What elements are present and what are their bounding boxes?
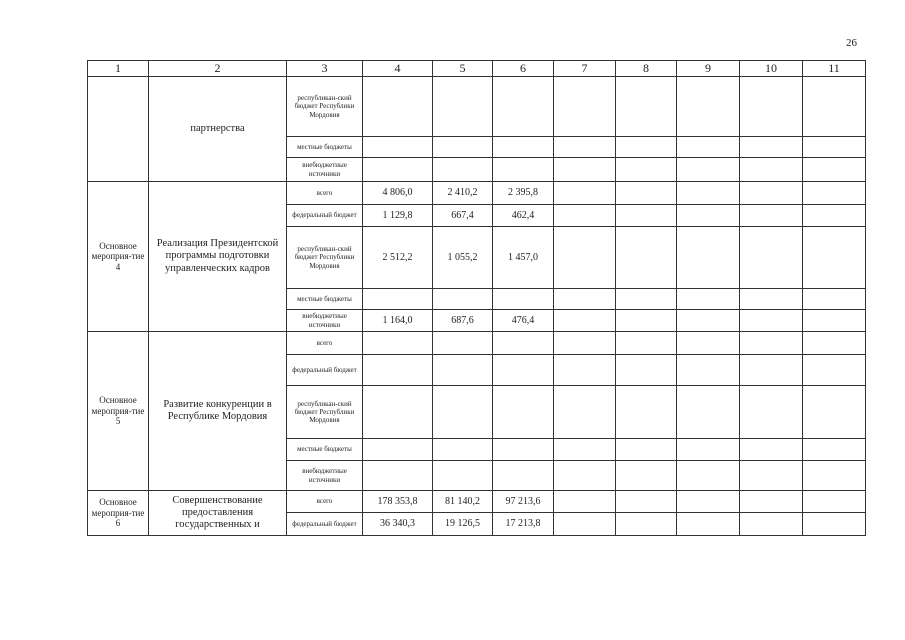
col-header: 5: [433, 61, 493, 77]
col-header: 4: [363, 61, 433, 77]
value-col6: [493, 461, 554, 491]
value-col5: [433, 386, 493, 439]
table-row: [88, 491, 866, 513]
col-header: 3: [287, 61, 363, 77]
col-header: 6: [493, 61, 554, 77]
value-col6: 2 395,8: [493, 182, 554, 205]
col-header: 2: [149, 61, 287, 77]
value-col5: [433, 77, 493, 137]
funding-source: всего: [287, 182, 363, 205]
value-col6: 17 213,8: [493, 513, 554, 536]
funding-source: республикан-ский бюджет Республики Мордовия: [287, 386, 363, 439]
value-col4: [363, 439, 433, 461]
funding-source: местные бюджеты: [287, 137, 363, 158]
col-header: 9: [677, 61, 740, 77]
program-finance-table: [87, 60, 866, 536]
col-header: 1: [88, 61, 149, 77]
value-col6: [493, 158, 554, 182]
event-label: [88, 77, 149, 182]
table-row: [88, 332, 866, 355]
value-col4: [363, 355, 433, 386]
funding-source: внебюджетные источники: [287, 310, 363, 332]
value-col4: [363, 332, 433, 355]
value-col6: [493, 137, 554, 158]
col-header: 10: [740, 61, 803, 77]
value-col5: 81 140,2: [433, 491, 493, 513]
value-col6: [493, 439, 554, 461]
value-col4: [363, 137, 433, 158]
value-col5: 2 410,2: [433, 182, 493, 205]
value-col6: [493, 355, 554, 386]
page-number: 26: [846, 37, 857, 49]
col-header: 7: [554, 61, 616, 77]
value-col4: [363, 77, 433, 137]
value-col6: [493, 289, 554, 310]
funding-source: федеральный бюджет: [287, 205, 363, 227]
value-col5: 1 055,2: [433, 227, 493, 289]
event-name: партнерства: [149, 77, 287, 182]
funding-source: республикан-ский бюджет Республики Мордовия: [287, 77, 363, 137]
value-col5: 19 126,5: [433, 513, 493, 536]
funding-source: федеральный бюджет: [287, 513, 363, 536]
header-row: [88, 61, 866, 77]
value-col4: [363, 289, 433, 310]
event-name: Совершенствование предоставления государственных и: [149, 491, 287, 536]
value-col6: [493, 386, 554, 439]
funding-source: федеральный бюджет: [287, 355, 363, 386]
col-header: 8: [616, 61, 677, 77]
value-col6: 462,4: [493, 205, 554, 227]
funding-source: местные бюджеты: [287, 439, 363, 461]
value-col5: 687,6: [433, 310, 493, 332]
table-row: [88, 182, 866, 205]
value-col6: 1 457,0: [493, 227, 554, 289]
value-col5: [433, 439, 493, 461]
value-col4: 4 806,0: [363, 182, 433, 205]
funding-source: республикан-ский бюджет Республики Мордовия: [287, 227, 363, 289]
funding-source: всего: [287, 332, 363, 355]
value-col5: [433, 355, 493, 386]
value-col4: 1 164,0: [363, 310, 433, 332]
table-row: [88, 77, 866, 137]
funding-source: всего: [287, 491, 363, 513]
funding-source: внебюджетные источники: [287, 158, 363, 182]
value-col4: 1 129,8: [363, 205, 433, 227]
funding-source: местные бюджеты: [287, 289, 363, 310]
value-col5: [433, 332, 493, 355]
value-col6: [493, 77, 554, 137]
value-col5: [433, 137, 493, 158]
value-col4: [363, 158, 433, 182]
value-col5: [433, 461, 493, 491]
funding-source: внебюджетные источники: [287, 461, 363, 491]
value-col6: 476,4: [493, 310, 554, 332]
value-col4: [363, 461, 433, 491]
event-name: Реализация Президентской программы подготовки управленческих кадров: [149, 182, 287, 332]
event-label: Основное мероприя-тие 6: [88, 491, 149, 536]
event-label: Основное мероприя-тие 4: [88, 182, 149, 332]
value-col4: 2 512,2: [363, 227, 433, 289]
event-name: Развитие конкуренции в Республике Мордовия: [149, 332, 287, 491]
value-col5: 667,4: [433, 205, 493, 227]
col-header: 11: [803, 61, 866, 77]
value-col5: [433, 158, 493, 182]
value-col6: 97 213,6: [493, 491, 554, 513]
value-col4: 178 353,8: [363, 491, 433, 513]
value-col4: 36 340,3: [363, 513, 433, 536]
value-col5: [433, 289, 493, 310]
value-col6: [493, 332, 554, 355]
event-label: Основное мероприя-тие 5: [88, 332, 149, 491]
value-col4: [363, 386, 433, 439]
